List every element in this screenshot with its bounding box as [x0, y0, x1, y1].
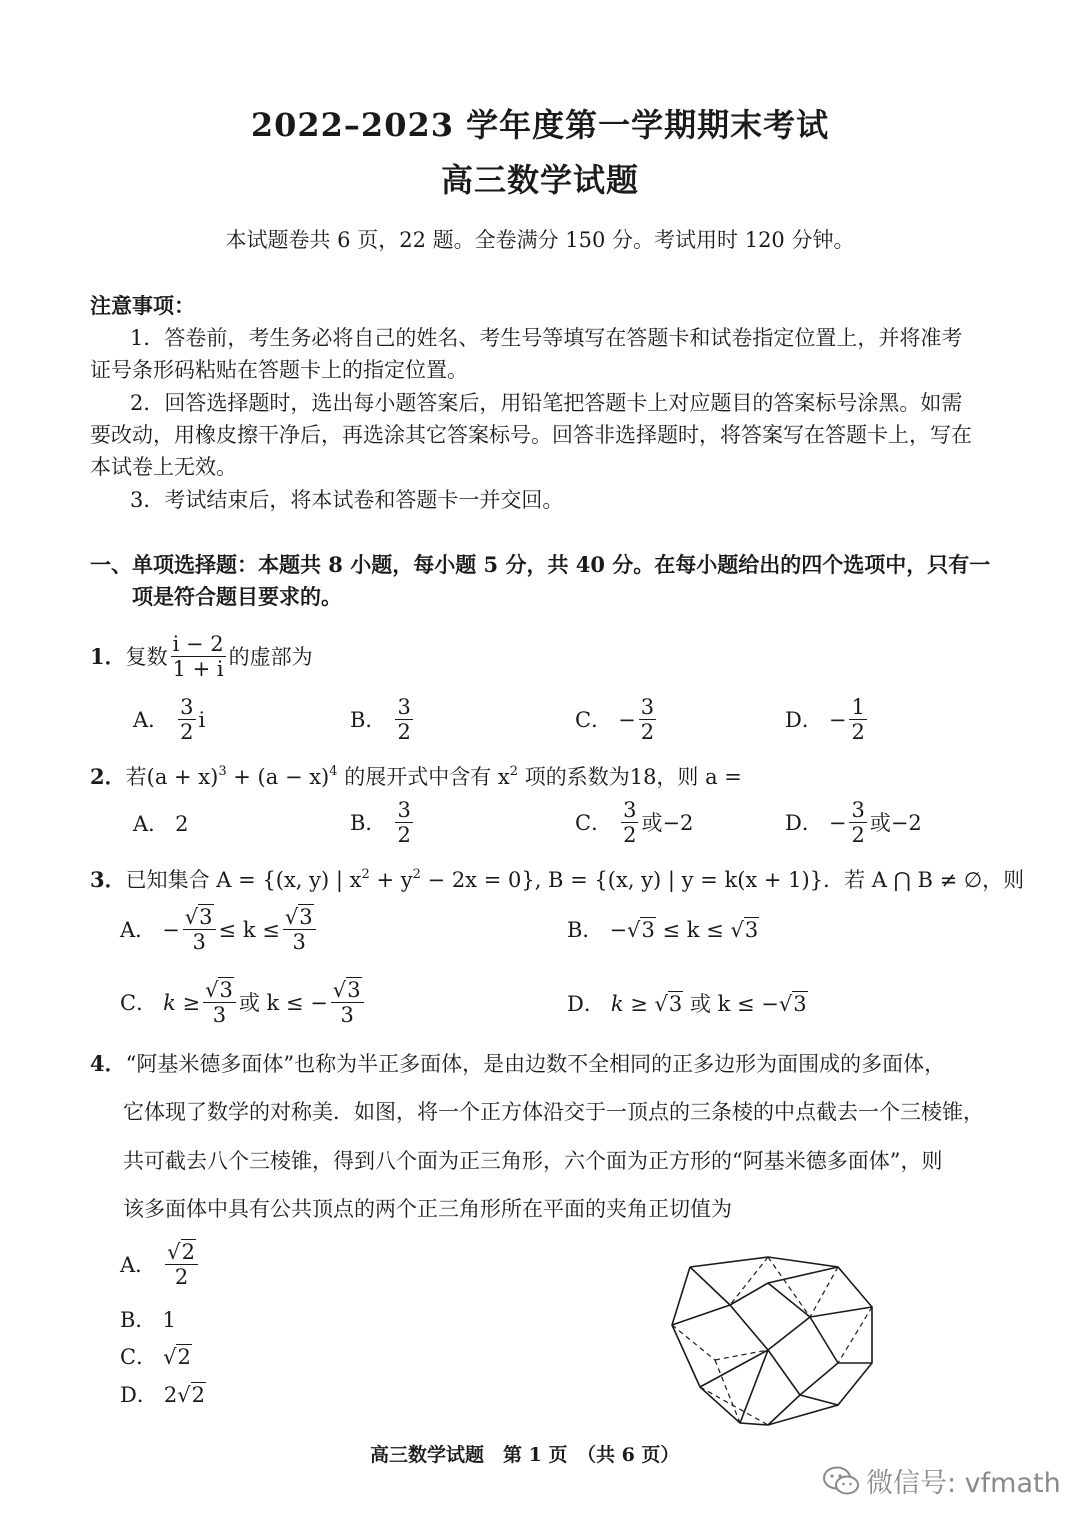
fraction: [849, 695, 866, 744]
fraction-denominator: 2: [851, 720, 865, 744]
exam-info: 本试题卷共 6 页，22 题。全卷满分 150 分。考试用时 120 分钟。: [225, 228, 855, 252]
fraction: [621, 798, 638, 847]
question-2-option-d: [785, 798, 922, 847]
option-text: 或 k ≤ −: [238, 990, 328, 1015]
sqrt-symbol: √: [184, 905, 199, 929]
notice-item-1-line-1: 1．答卷前，考生务必将自己的姓名、考生号等填写在答题卡和试卷指定位置上，并将准考: [130, 326, 963, 350]
question-4-line-2: 它体现了数学的对称美．如图，将一个正方体沿交于一顶点的三条棱的中点截去一个三棱锥，: [123, 1100, 984, 1124]
fraction-numerator: [283, 905, 316, 930]
wechat-icon: [822, 1465, 860, 1497]
option-label: A．: [120, 917, 157, 942]
radicand: 3: [347, 978, 361, 1002]
question-text: 已知集合 A = {(x, y) | x: [125, 868, 362, 892]
sqrt-symbol: √: [730, 918, 744, 942]
option-text: −: [609, 918, 628, 942]
fraction-numerator: i − 2: [172, 632, 224, 656]
question-4-line-3: 共可截去八个三棱锥，得到八个面为正三角形，六个面为正方形的“阿基米德多面体”，则: [123, 1149, 943, 1173]
fraction: [283, 905, 316, 954]
option-sign: −: [162, 917, 180, 942]
fraction: [639, 695, 656, 744]
exponent: 2: [509, 764, 519, 779]
fraction-numerator: 1: [851, 695, 865, 719]
option-text: 1: [162, 1308, 176, 1332]
question-number: 3．: [90, 867, 126, 892]
sqrt-symbol: √: [627, 918, 641, 942]
fraction: [165, 1240, 198, 1289]
question-text: 复数: [125, 644, 168, 669]
option-sign: −: [828, 707, 847, 732]
fraction-denominator: 2: [397, 823, 411, 847]
sqrt-symbol: √: [163, 1345, 177, 1369]
option-label: C．: [575, 810, 613, 835]
option-label: A．: [120, 1252, 157, 1277]
option-text: 2: [175, 812, 189, 836]
sqrt-symbol: √: [332, 978, 347, 1002]
option-sign: −: [618, 707, 636, 732]
fraction-denominator: 3: [340, 1003, 354, 1027]
fraction: [203, 978, 236, 1027]
question-3-stem: [90, 863, 1024, 892]
section-1-heading-line-2: 项是符合题目要求的。: [132, 584, 342, 609]
question-1-option-a: [133, 695, 205, 744]
question-1-option-d: [785, 695, 870, 744]
question-1-option-b: [350, 695, 416, 744]
option-label: B．: [567, 918, 604, 942]
option-label: C．: [120, 990, 158, 1015]
fraction-numerator: [331, 978, 364, 1003]
option-text: k ≥: [610, 992, 655, 1016]
question-3-option-c: [120, 978, 367, 1027]
option-sign: −: [828, 810, 847, 835]
option-tail: i: [198, 707, 206, 732]
polyhedron-figure: [660, 1245, 890, 1430]
fraction: [178, 695, 195, 744]
question-number: 1．: [90, 643, 126, 669]
sqrt-symbol: √: [654, 992, 668, 1016]
coefficient: 2: [163, 1383, 178, 1407]
fraction-numerator: 3: [397, 798, 411, 822]
option-tail: 或−2: [641, 810, 694, 835]
question-4-option-d: [120, 1383, 206, 1407]
exam-subtitle: 高三数学试题: [440, 161, 639, 199]
fraction: [395, 695, 412, 744]
option-text: ≤ k ≤: [218, 917, 280, 942]
sqrt-symbol: √: [778, 992, 793, 1016]
exponent: 4: [329, 764, 338, 779]
radicand: 3: [219, 978, 233, 1002]
option-text: ≤ k ≤: [655, 918, 731, 942]
fraction-denominator: 3: [292, 930, 306, 954]
watermark: [822, 1461, 1061, 1500]
fraction-numerator: 3: [851, 798, 865, 822]
question-4-option-a: [120, 1240, 201, 1289]
question-4-line-4: 该多面体中具有公共顶点的两个正三角形所在平面的夹角正切值为: [123, 1197, 732, 1221]
question-text: + (a − x): [226, 765, 330, 789]
option-label: D．: [785, 707, 823, 732]
sqrt-symbol: √: [284, 905, 299, 929]
notice-item-2-line-2: 要改动，用橡皮擦干净后，再选涂其它答案标号。回答非选择题时，将答案写在答题卡上，写在: [90, 423, 972, 447]
sqrt-symbol: √: [205, 978, 219, 1002]
fraction-denominator: 2: [640, 720, 655, 744]
option-label: B．: [350, 810, 387, 835]
question-1-stem: [90, 632, 313, 681]
fraction: [849, 798, 866, 847]
option-label: A．: [133, 707, 170, 732]
fraction-numerator: 3: [640, 695, 655, 719]
option-text: k ≥: [163, 990, 201, 1015]
fraction-numerator: [203, 978, 236, 1003]
fraction-numerator: [165, 1240, 198, 1265]
question-number: 4．: [90, 1051, 126, 1076]
radicand: 3: [793, 992, 807, 1016]
sqrt-symbol: √: [177, 1383, 191, 1407]
option-label: C．: [575, 707, 613, 732]
notice-item-1-line-2: 证号条形码粘贴在答题卡上的指定位置。: [90, 358, 468, 382]
fraction-denominator: 3: [192, 930, 206, 954]
fraction-denominator: 3: [212, 1003, 227, 1027]
option-label: D．: [120, 1383, 158, 1407]
question-4-option-c: [120, 1345, 192, 1369]
question-text: 若(a + x): [125, 765, 219, 789]
notice-heading: 注意事项：: [90, 293, 195, 318]
radicand: 2: [177, 1345, 191, 1369]
fraction-denominator: 2: [174, 1265, 189, 1289]
fraction-denominator: 2: [623, 823, 637, 847]
option-label: B．: [350, 707, 387, 732]
question-2-option-c: [575, 798, 693, 847]
radicand: 3: [199, 905, 213, 929]
option-text: 或 k ≤ −: [683, 992, 779, 1016]
question-text: + y: [369, 868, 413, 892]
question-4-option-b: [120, 1308, 176, 1332]
fraction-numerator: 3: [623, 798, 637, 822]
question-2-option-b: [350, 798, 416, 847]
question-3-option-b: [567, 918, 759, 942]
option-label: C．: [120, 1345, 158, 1369]
option-tail: 或−2: [869, 810, 922, 835]
watermark-text: 微信号: vfmath: [866, 1468, 1061, 1499]
fraction-numerator: 3: [397, 695, 411, 719]
question-2-option-a: [133, 798, 189, 850]
question-2-stem: [90, 760, 742, 789]
sqrt-symbol: √: [167, 1240, 181, 1264]
fraction-denominator: 1 + i: [172, 657, 224, 681]
radicand: 3: [641, 918, 655, 942]
option-label: B．: [120, 1308, 157, 1332]
exam-title: 2022–2023 学年度第一学期期末考试: [250, 106, 830, 144]
fraction-numerator: 3: [180, 695, 194, 719]
question-4-line-1: [90, 1052, 945, 1076]
radicand: 3: [299, 905, 313, 929]
question-text: − 2x = 0}, B = {(x, y) | y = k(x + 1)}．若 A ⋂ B ≠ ∅，则: [420, 868, 1025, 892]
fraction-numerator: [183, 905, 216, 930]
exponent: 2: [412, 867, 421, 882]
question-3-option-d: [567, 992, 808, 1016]
fraction: [331, 978, 364, 1027]
question-text: 的虚部为: [228, 644, 313, 669]
radicand: 3: [744, 918, 759, 942]
page-footer: 高三数学试题 第 1 页 （共 6 页）: [370, 1444, 680, 1466]
option-label: D．: [567, 992, 605, 1016]
exponent: 3: [218, 764, 227, 779]
option-label: A．: [133, 812, 170, 836]
section-1-heading: 一、单项选择题：本题共 8 小题，每小题 5 分，共 40 分。在每小题给出的四个选项中，只有一: [90, 552, 991, 577]
question-text: “阿基米德多面体”也称为半正多面体，是由边数不全相同的正多边形为面围成的多面体，: [125, 1052, 946, 1076]
fraction-denominator: 2: [180, 720, 194, 744]
radicand: 2: [191, 1383, 205, 1407]
question-3-option-a: [120, 905, 319, 954]
radicand: 2: [181, 1240, 195, 1264]
exponent: 2: [361, 867, 370, 882]
fraction: [171, 632, 226, 681]
notice-item-2-line-3: 本试卷上无效。: [90, 455, 237, 479]
notice-item-2-line-1: 2．回答选择题时，选出每小题答案后，用铅笔把答题卡上对应题目的答案标号涂黑。如需: [130, 391, 963, 415]
fraction: [183, 905, 216, 954]
notice-item-3: 3．考试结束后，将本试卷和答题卡一并交回。: [130, 488, 564, 512]
fraction-denominator: 2: [851, 823, 865, 847]
fraction-denominator: 2: [397, 720, 411, 744]
radicand: 3: [668, 992, 683, 1016]
question-number: 2．: [90, 764, 126, 789]
question-text: 项的系数为18，则 a =: [518, 765, 742, 789]
option-label: D．: [785, 810, 823, 835]
question-1-option-c: [575, 695, 659, 744]
fraction: [395, 798, 412, 847]
question-text: 的展开式中含有 x: [337, 765, 510, 789]
